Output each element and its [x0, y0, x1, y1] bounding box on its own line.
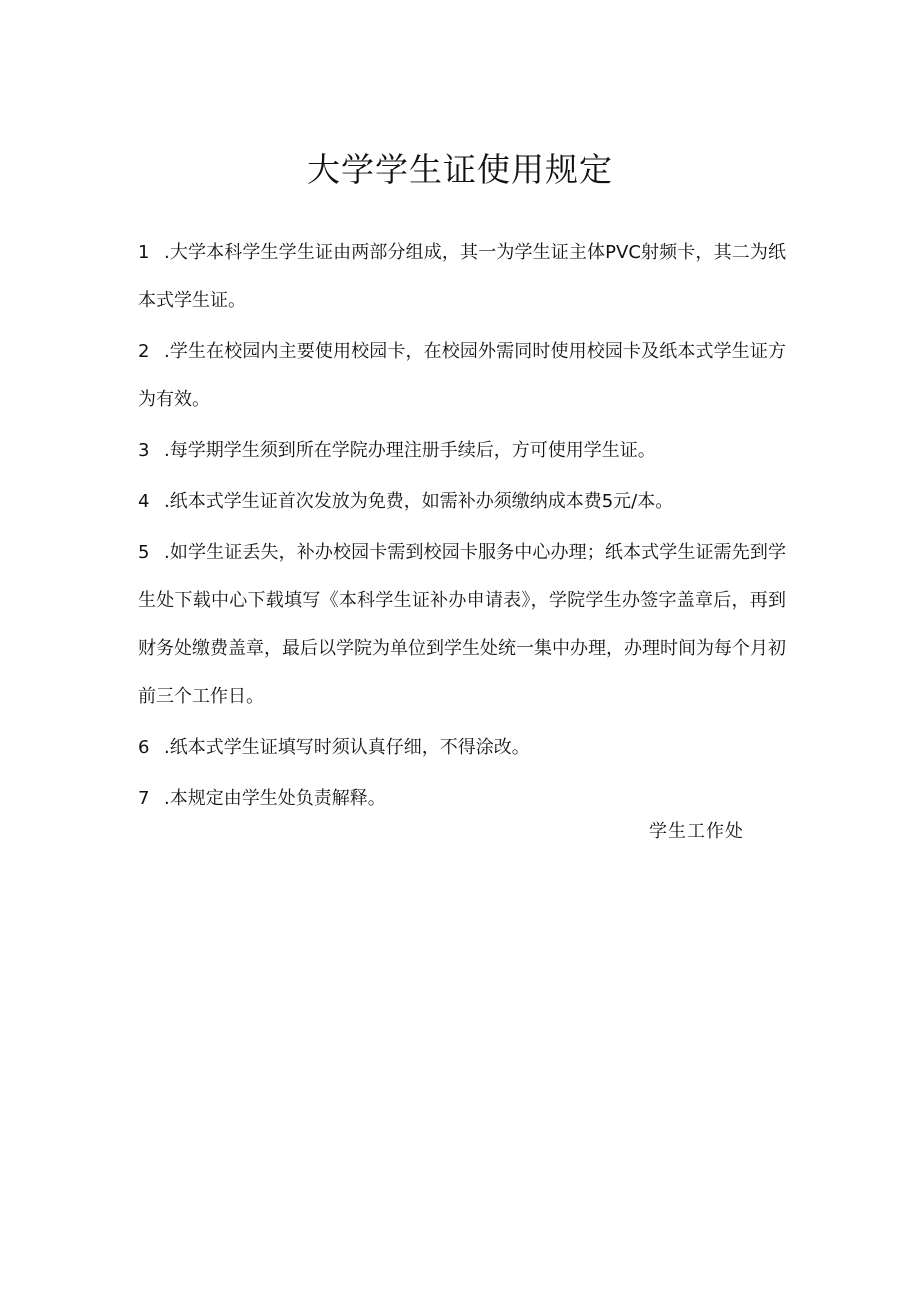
- clause-item: [138, 724, 786, 772]
- clause-text: .如学生证丢失，补办校园卡需到校园卡服务中心办理；纸本式学生证需先到学生处下载中心下载填写《本科学生证补办申请表》，学院学生办签字盖章后，再到财务处缴费盖章，最后以学院为单位到学生处统一集中办理，办理时间为每个月初前三个工作日。: [138, 542, 786, 707]
- clause-text: .大学本科学生学生证由两部分组成，其一为学生证主体PVC射频卡，其二为纸本式学生证。: [138, 242, 786, 311]
- clause-item: [138, 427, 786, 475]
- clause-item: [138, 229, 786, 325]
- clause-number: 3: [138, 440, 150, 461]
- clause-number: 5: [138, 542, 150, 563]
- clause-number: 7: [138, 788, 150, 809]
- clause-number: 2: [138, 341, 150, 362]
- issuer-signature: 学生工作处: [649, 821, 744, 842]
- clause-list: [138, 229, 786, 826]
- clause-text: .纸本式学生证填写时须认真仔细，不得涂改。: [164, 737, 530, 758]
- clause-item: [138, 478, 786, 526]
- clause-text: .学生在校园内主要使用校园卡，在校园外需同时使用校园卡及纸本式学生证方为有效。: [138, 341, 786, 410]
- document-title: 大学学生证使用规定: [307, 150, 613, 189]
- clause-number: 1: [138, 242, 150, 263]
- clause-item: [138, 529, 786, 721]
- clause-text: .纸本式学生证首次发放为免费，如需补办须缴纳成本费5元/本。: [164, 491, 674, 512]
- clause-item: [138, 328, 786, 424]
- clause-number: 4: [138, 491, 150, 512]
- clause-text: .每学期学生须到所在学院办理注册手续后，方可使用学生证。: [164, 440, 656, 461]
- clause-number: 6: [138, 737, 150, 758]
- clause-text: .本规定由学生处负责解释。: [164, 788, 386, 809]
